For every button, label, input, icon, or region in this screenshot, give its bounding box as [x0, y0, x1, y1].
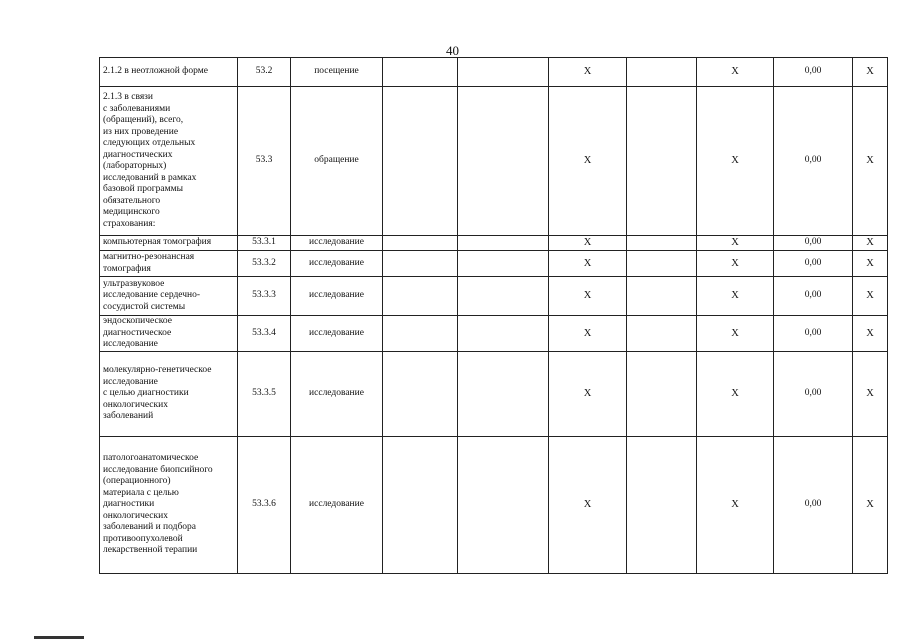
row-mark: X [697, 277, 774, 316]
row-mark: X [549, 87, 627, 236]
row-cell [627, 87, 697, 236]
row-cell [627, 236, 697, 251]
row-cell [383, 251, 458, 277]
table-row [100, 277, 888, 316]
scan-artifact [34, 636, 84, 639]
row-value: 0,00 [774, 251, 853, 277]
row-value: 0,00 [774, 277, 853, 316]
row-mark: X [697, 87, 774, 236]
row-unit: исследование [291, 251, 383, 277]
row-mark: X [549, 251, 627, 277]
row-mark: X [853, 437, 888, 574]
row-cell [627, 437, 697, 574]
row-name: эндоскопическое диагностическое исследование [100, 316, 238, 352]
table-row [100, 236, 888, 251]
row-cell [383, 316, 458, 352]
row-cell [383, 87, 458, 236]
row-mark: X [853, 87, 888, 236]
row-cell [383, 277, 458, 316]
data-table [99, 57, 888, 574]
row-cell [458, 277, 549, 316]
row-name: молекулярно-генетическое исследование с целью диагностики онкологических заболеваний [100, 352, 238, 437]
row-mark: X [549, 437, 627, 574]
row-mark: X [853, 236, 888, 251]
row-name: 2.1.2 в неотложной форме [100, 58, 238, 87]
row-cell [383, 236, 458, 251]
row-mark: X [697, 236, 774, 251]
row-cell [458, 87, 549, 236]
row-mark: X [549, 316, 627, 352]
row-code: 53.3 [238, 87, 291, 236]
row-value: 0,00 [774, 87, 853, 236]
page-number: 40 [446, 43, 459, 58]
row-mark: X [549, 58, 627, 87]
row-cell [627, 251, 697, 277]
table-row [100, 58, 888, 87]
row-mark: X [853, 316, 888, 352]
table-row [100, 316, 888, 352]
row-cell [458, 437, 549, 574]
row-unit: исследование [291, 316, 383, 352]
table-row [100, 352, 888, 437]
row-cell [458, 58, 549, 87]
row-cell [383, 58, 458, 87]
row-unit: посещение [291, 58, 383, 87]
row-value: 0,00 [774, 236, 853, 251]
row-mark: X [697, 316, 774, 352]
row-name: 2.1.3 в связи с заболеваниями (обращений), всего, из них проведение следующих отдельных диагностических (лабораторных) исследований в рамках базовой программы обязательного медицинского страхования: [100, 87, 238, 236]
row-code: 53.3.3 [238, 277, 291, 316]
row-value: 0,00 [774, 58, 853, 87]
row-mark: X [697, 251, 774, 277]
row-code: 53.3.1 [238, 236, 291, 251]
row-cell [627, 277, 697, 316]
row-name: ультразвуковое исследование сердечно- сосудистой системы [100, 277, 238, 316]
table-row [100, 437, 888, 574]
row-value: 0,00 [774, 437, 853, 574]
row-mark: X [697, 58, 774, 87]
row-cell [627, 316, 697, 352]
row-mark: X [853, 251, 888, 277]
row-cell [458, 352, 549, 437]
row-cell [383, 352, 458, 437]
row-cell [627, 58, 697, 87]
table-row [100, 251, 888, 277]
row-name: патологоанатомическое исследование биопсийного (операционного) материала с целью диагностики онкологических заболеваний и подбора противоопухолевой лекарственной терапии [100, 437, 238, 574]
row-cell [458, 236, 549, 251]
row-cell [458, 251, 549, 277]
row-mark: X [549, 236, 627, 251]
row-unit: исследование [291, 437, 383, 574]
row-name: магнитно-резонансная томография [100, 251, 238, 277]
row-mark: X [853, 58, 888, 87]
row-mark: X [549, 352, 627, 437]
row-mark: X [697, 352, 774, 437]
row-code: 53.3.2 [238, 251, 291, 277]
row-unit: обращение [291, 87, 383, 236]
row-code: 53.3.5 [238, 352, 291, 437]
row-code: 53.2 [238, 58, 291, 87]
row-value: 0,00 [774, 352, 853, 437]
row-mark: X [549, 277, 627, 316]
row-mark: X [697, 437, 774, 574]
row-name: компьютерная томография [100, 236, 238, 251]
row-unit: исследование [291, 352, 383, 437]
row-mark: X [853, 352, 888, 437]
table-row [100, 87, 888, 236]
row-code: 53.3.4 [238, 316, 291, 352]
row-cell [627, 352, 697, 437]
row-cell [458, 316, 549, 352]
row-mark: X [853, 277, 888, 316]
row-unit: исследование [291, 236, 383, 251]
row-code: 53.3.6 [238, 437, 291, 574]
row-cell [383, 437, 458, 574]
row-unit: исследование [291, 277, 383, 316]
row-value: 0,00 [774, 316, 853, 352]
